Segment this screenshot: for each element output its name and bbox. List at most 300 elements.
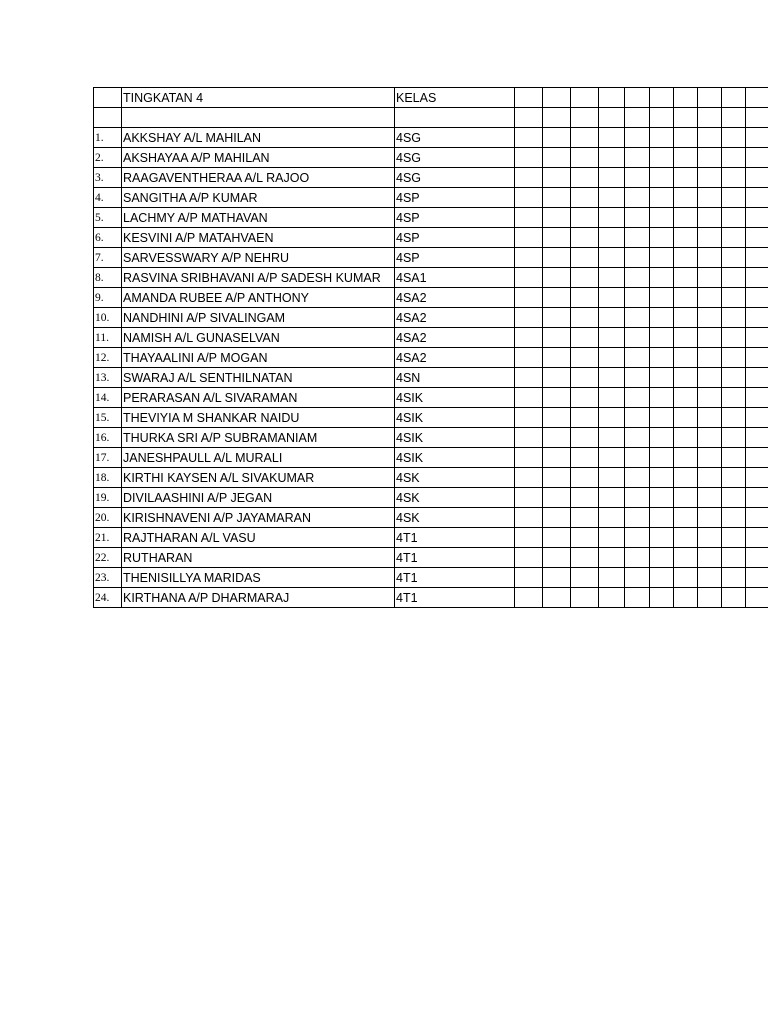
blank-grid-cell: [625, 148, 650, 168]
blank-grid-cell: [571, 168, 599, 188]
blank-grid-cell: [746, 468, 768, 488]
blank-grid-cell: [625, 328, 650, 348]
student-number: 18.: [94, 468, 122, 488]
blank-grid-cell: [674, 528, 698, 548]
blank-grid-cell: [599, 128, 625, 148]
blank-grid-cell: [571, 448, 599, 468]
blank-grid-cell: [599, 408, 625, 428]
table-row: [94, 168, 768, 188]
student-name: PERARASAN A/L SIVARAMAN: [122, 388, 395, 408]
blank-grid-cell: [599, 288, 625, 308]
blank-grid-cell: [625, 488, 650, 508]
blank-grid-cell: [599, 448, 625, 468]
student-class: 4SP: [395, 248, 515, 268]
header-row: [94, 88, 768, 108]
student-class: 4T1: [395, 568, 515, 588]
blank-grid-cell: [515, 508, 543, 528]
student-name: KIRISHNAVENI A/P JAYAMARAN: [122, 508, 395, 528]
student-name: THAYAALINI A/P MOGAN: [122, 348, 395, 368]
blank-grid-cell: [722, 548, 746, 568]
student-number: 2.: [94, 148, 122, 168]
blank-grid-cell: [650, 488, 674, 508]
blank-grid-cell: [722, 288, 746, 308]
blank-grid-cell: [722, 268, 746, 288]
blank-grid-cell: [599, 588, 625, 608]
blank-grid-cell: [698, 108, 722, 128]
blank-grid-cell: [571, 328, 599, 348]
blank-grid-cell: [722, 468, 746, 488]
blank-grid-cell: [674, 208, 698, 228]
blank-grid-cell: [746, 368, 768, 388]
blank-grid-cell: [625, 588, 650, 608]
blank-grid-cell: [515, 568, 543, 588]
blank-grid-cell: [543, 148, 571, 168]
student-class: 4T1: [395, 528, 515, 548]
blank-grid-cell: [674, 428, 698, 448]
blank-grid-cell: [746, 488, 768, 508]
blank-grid-cell: [543, 388, 571, 408]
blank-grid-cell: [599, 528, 625, 548]
student-class: 4SA2: [395, 308, 515, 328]
table-row: [94, 328, 768, 348]
blank-grid-cell: [543, 108, 571, 128]
blank-grid-cell: [543, 528, 571, 548]
table-row: [94, 268, 768, 288]
student-class: 4SG: [395, 168, 515, 188]
blank-grid-cell: [746, 188, 768, 208]
blank-grid-cell: [650, 408, 674, 428]
blank-grid-cell: [698, 368, 722, 388]
blank-grid-cell: [674, 128, 698, 148]
blank-grid-cell: [674, 548, 698, 568]
header-number-cell: [94, 88, 122, 108]
blank-grid-cell: [674, 228, 698, 248]
student-number: 14.: [94, 388, 122, 408]
blank-grid-cell: [571, 428, 599, 448]
blank-grid-cell: [571, 488, 599, 508]
table-row: [94, 188, 768, 208]
blank-grid-cell: [746, 348, 768, 368]
blank-grid-cell: [571, 548, 599, 568]
blank-grid-cell: [650, 228, 674, 248]
blank-grid-cell: [722, 448, 746, 468]
blank-grid-cell: [571, 508, 599, 528]
blank-grid-cell: [698, 228, 722, 248]
student-number: 17.: [94, 448, 122, 468]
blank-grid-cell: [543, 308, 571, 328]
blank-grid-cell: [698, 288, 722, 308]
student-name: KIRTHANA A/P DHARMARAJ: [122, 588, 395, 608]
student-number: 10.: [94, 308, 122, 328]
blank-grid-cell: [543, 248, 571, 268]
class-column-header: KELAS: [395, 88, 515, 108]
blank-grid-cell: [599, 168, 625, 188]
blank-grid-cell: [722, 108, 746, 128]
blank-grid-cell: [515, 228, 543, 248]
blank-grid-cell: [722, 528, 746, 548]
blank-grid-cell: [515, 308, 543, 328]
blank-grid-cell: [746, 548, 768, 568]
student-name: NANDHINI A/P SIVALINGAM: [122, 308, 395, 328]
blank-grid-cell: [674, 448, 698, 468]
blank-grid-cell: [515, 488, 543, 508]
student-number: 1.: [94, 128, 122, 148]
blank-grid-cell: [746, 148, 768, 168]
blank-grid-cell: [722, 588, 746, 608]
blank-grid-cell: [698, 248, 722, 268]
blank-grid-cell: [543, 468, 571, 488]
table-row: [94, 448, 768, 468]
student-number: 20.: [94, 508, 122, 528]
student-number: 12.: [94, 348, 122, 368]
blank-grid-cell: [625, 308, 650, 328]
blank-grid-cell: [698, 468, 722, 488]
blank-grid-cell: [698, 408, 722, 428]
blank-grid-cell: [674, 388, 698, 408]
blank-grid-cell: [722, 508, 746, 528]
student-class: 4T1: [395, 588, 515, 608]
student-name: SARVESSWARY A/P NEHRU: [122, 248, 395, 268]
blank-grid-cell: [571, 248, 599, 268]
blank-grid-cell: [571, 308, 599, 328]
blank-grid-cell: [746, 248, 768, 268]
blank-row: [94, 108, 768, 128]
table-row: [94, 228, 768, 248]
student-name: LACHMY A/P MATHAVAN: [122, 208, 395, 228]
blank-grid-cell: [599, 268, 625, 288]
blank-grid-cell: [599, 208, 625, 228]
student-name: RAJTHARAN A/L VASU: [122, 528, 395, 548]
student-class: 4SK: [395, 508, 515, 528]
blank-grid-cell: [515, 348, 543, 368]
student-name: THEVIYIA M SHANKAR NAIDU: [122, 408, 395, 428]
blank-grid-cell: [515, 328, 543, 348]
blank-grid-cell: [722, 228, 746, 248]
blank-grid-cell: [746, 208, 768, 228]
blank-grid-cell: [746, 388, 768, 408]
blank-grid-cell: [625, 368, 650, 388]
blank-grid-cell: [650, 188, 674, 208]
blank-grid-cell: [650, 368, 674, 388]
blank-grid-cell: [650, 288, 674, 308]
blank-grid-cell: [543, 368, 571, 388]
blank-grid-cell: [515, 128, 543, 148]
student-number: 5.: [94, 208, 122, 228]
blank-grid-cell: [515, 88, 543, 108]
table-row: [94, 468, 768, 488]
blank-grid-cell: [698, 148, 722, 168]
blank-grid-cell: [571, 208, 599, 228]
blank-grid-cell: [571, 528, 599, 548]
blank-grid-cell: [515, 168, 543, 188]
blank-grid-cell: [650, 548, 674, 568]
student-number: 4.: [94, 188, 122, 208]
blank-grid-cell: [746, 268, 768, 288]
blank-grid-cell: [625, 348, 650, 368]
blank-grid-cell: [543, 508, 571, 528]
blank-grid-cell: [698, 588, 722, 608]
blank-grid-cell: [599, 108, 625, 128]
blank-grid-cell: [599, 188, 625, 208]
blank-grid-cell: [650, 148, 674, 168]
blank-grid-cell: [571, 128, 599, 148]
blank-grid-cell: [698, 188, 722, 208]
blank-grid-cell: [746, 88, 768, 108]
blank-grid-cell: [599, 348, 625, 368]
blank-grid-cell: [599, 228, 625, 248]
blank-grid-cell: [746, 448, 768, 468]
blank-cell: [395, 108, 515, 128]
blank-cell: [122, 108, 395, 128]
student-name: THENISILLYA MARIDAS: [122, 568, 395, 588]
blank-grid-cell: [746, 428, 768, 448]
blank-grid-cell: [543, 128, 571, 148]
blank-grid-cell: [650, 508, 674, 528]
blank-grid-cell: [571, 588, 599, 608]
blank-grid-cell: [599, 488, 625, 508]
blank-grid-cell: [698, 268, 722, 288]
table-row: [94, 128, 768, 148]
blank-grid-cell: [674, 268, 698, 288]
blank-grid-cell: [674, 488, 698, 508]
blank-grid-cell: [674, 408, 698, 428]
blank-grid-cell: [674, 288, 698, 308]
blank-grid-cell: [625, 428, 650, 448]
blank-grid-cell: [515, 288, 543, 308]
blank-grid-cell: [650, 168, 674, 188]
blank-grid-cell: [722, 188, 746, 208]
blank-grid-cell: [674, 588, 698, 608]
blank-grid-cell: [698, 448, 722, 468]
blank-grid-cell: [698, 128, 722, 148]
blank-grid-cell: [515, 588, 543, 608]
blank-grid-cell: [698, 528, 722, 548]
blank-grid-cell: [746, 108, 768, 128]
blank-grid-cell: [543, 188, 571, 208]
blank-grid-cell: [515, 208, 543, 228]
blank-grid-cell: [571, 288, 599, 308]
blank-grid-cell: [650, 468, 674, 488]
blank-grid-cell: [625, 408, 650, 428]
blank-grid-cell: [515, 148, 543, 168]
table-row: [94, 428, 768, 448]
blank-grid-cell: [746, 508, 768, 528]
blank-grid-cell: [543, 168, 571, 188]
blank-grid-cell: [625, 228, 650, 248]
student-number: 7.: [94, 248, 122, 268]
table-row: [94, 528, 768, 548]
blank-grid-cell: [746, 308, 768, 328]
blank-grid-cell: [698, 388, 722, 408]
table-row: [94, 288, 768, 308]
blank-grid-cell: [674, 188, 698, 208]
blank-grid-cell: [515, 448, 543, 468]
blank-grid-cell: [722, 408, 746, 428]
blank-grid-cell: [746, 328, 768, 348]
blank-grid-cell: [599, 428, 625, 448]
blank-cell: [94, 108, 122, 128]
blank-grid-cell: [650, 428, 674, 448]
blank-grid-cell: [722, 388, 746, 408]
blank-grid-cell: [599, 548, 625, 568]
blank-grid-cell: [722, 308, 746, 328]
blank-grid-cell: [674, 368, 698, 388]
blank-grid-cell: [515, 428, 543, 448]
student-number: 6.: [94, 228, 122, 248]
blank-grid-cell: [625, 548, 650, 568]
student-number: 21.: [94, 528, 122, 548]
blank-grid-cell: [625, 188, 650, 208]
table-row: [94, 588, 768, 608]
blank-grid-cell: [515, 388, 543, 408]
blank-grid-cell: [571, 568, 599, 588]
blank-grid-cell: [650, 528, 674, 548]
blank-grid-cell: [722, 488, 746, 508]
blank-grid-cell: [625, 288, 650, 308]
blank-grid-cell: [625, 248, 650, 268]
blank-grid-cell: [650, 88, 674, 108]
student-name: RASVINA SRIBHAVANI A/P SADESH KUMAR: [122, 268, 395, 288]
blank-grid-cell: [625, 128, 650, 148]
student-name: KESVINI A/P MATAHVAEN: [122, 228, 395, 248]
blank-grid-cell: [571, 388, 599, 408]
blank-grid-cell: [543, 548, 571, 568]
blank-grid-cell: [674, 108, 698, 128]
blank-grid-cell: [571, 188, 599, 208]
student-roster-table: [93, 87, 768, 608]
blank-grid-cell: [515, 368, 543, 388]
student-class: 4SA1: [395, 268, 515, 288]
blank-grid-cell: [543, 448, 571, 468]
blank-grid-cell: [571, 368, 599, 388]
blank-grid-cell: [698, 88, 722, 108]
table-row: [94, 248, 768, 268]
blank-grid-cell: [599, 508, 625, 528]
blank-grid-cell: [543, 588, 571, 608]
student-name: AKKSHAY A/L MAHILAN: [122, 128, 395, 148]
blank-grid-cell: [722, 568, 746, 588]
student-number: 11.: [94, 328, 122, 348]
student-name: RUTHARAN: [122, 548, 395, 568]
blank-grid-cell: [650, 108, 674, 128]
student-name: NAMISH A/L GUNASELVAN: [122, 328, 395, 348]
blank-grid-cell: [698, 308, 722, 328]
student-number: 9.: [94, 288, 122, 308]
blank-grid-cell: [650, 268, 674, 288]
blank-grid-cell: [571, 408, 599, 428]
student-name: DIVILAASHINI A/P JEGAN: [122, 488, 395, 508]
student-name: KIRTHI KAYSEN A/L SIVAKUMAR: [122, 468, 395, 488]
blank-grid-cell: [746, 288, 768, 308]
blank-grid-cell: [571, 148, 599, 168]
blank-grid-cell: [515, 248, 543, 268]
blank-grid-cell: [746, 128, 768, 148]
blank-grid-cell: [571, 228, 599, 248]
student-number: 23.: [94, 568, 122, 588]
blank-grid-cell: [722, 368, 746, 388]
blank-grid-cell: [543, 348, 571, 368]
blank-grid-cell: [674, 568, 698, 588]
student-class: 4SP: [395, 208, 515, 228]
table-row: [94, 508, 768, 528]
student-class: 4SP: [395, 188, 515, 208]
blank-grid-cell: [698, 348, 722, 368]
blank-grid-cell: [515, 188, 543, 208]
student-number: 16.: [94, 428, 122, 448]
blank-grid-cell: [599, 88, 625, 108]
blank-grid-cell: [625, 108, 650, 128]
student-name: AMANDA RUBEE A/P ANTHONY: [122, 288, 395, 308]
blank-grid-cell: [543, 228, 571, 248]
blank-grid-cell: [650, 328, 674, 348]
blank-grid-cell: [571, 88, 599, 108]
blank-grid-cell: [543, 88, 571, 108]
blank-grid-cell: [543, 268, 571, 288]
student-class: 4SIK: [395, 448, 515, 468]
student-number: 22.: [94, 548, 122, 568]
student-name: SANGITHA A/P KUMAR: [122, 188, 395, 208]
blank-grid-cell: [650, 248, 674, 268]
blank-grid-cell: [599, 328, 625, 348]
blank-grid-cell: [722, 348, 746, 368]
blank-grid-cell: [543, 328, 571, 348]
blank-grid-cell: [625, 88, 650, 108]
blank-grid-cell: [674, 348, 698, 368]
student-class: 4SP: [395, 228, 515, 248]
blank-grid-cell: [625, 508, 650, 528]
blank-grid-cell: [650, 308, 674, 328]
blank-grid-cell: [599, 388, 625, 408]
student-name: RAAGAVENTHERAA A/L RAJOO: [122, 168, 395, 188]
blank-grid-cell: [674, 168, 698, 188]
blank-grid-cell: [650, 448, 674, 468]
blank-grid-cell: [746, 568, 768, 588]
blank-grid-cell: [746, 408, 768, 428]
blank-grid-cell: [674, 248, 698, 268]
blank-grid-cell: [674, 88, 698, 108]
student-class: 4T1: [395, 548, 515, 568]
blank-grid-cell: [698, 428, 722, 448]
blank-grid-cell: [599, 468, 625, 488]
blank-grid-cell: [722, 148, 746, 168]
blank-grid-cell: [746, 228, 768, 248]
blank-grid-cell: [515, 468, 543, 488]
student-name: THURKA SRI A/P SUBRAMANIAM: [122, 428, 395, 448]
blank-grid-cell: [543, 208, 571, 228]
student-class: 4SG: [395, 148, 515, 168]
blank-grid-cell: [625, 168, 650, 188]
blank-grid-cell: [650, 388, 674, 408]
table-row: [94, 308, 768, 328]
student-number: 8.: [94, 268, 122, 288]
blank-grid-cell: [674, 328, 698, 348]
blank-grid-cell: [650, 568, 674, 588]
table-row: [94, 568, 768, 588]
blank-grid-cell: [722, 128, 746, 148]
student-number: 24.: [94, 588, 122, 608]
student-class: 4SA2: [395, 328, 515, 348]
blank-grid-cell: [650, 348, 674, 368]
blank-grid-cell: [543, 568, 571, 588]
blank-grid-cell: [698, 548, 722, 568]
blank-grid-cell: [625, 448, 650, 468]
blank-grid-cell: [515, 268, 543, 288]
blank-grid-cell: [625, 568, 650, 588]
student-name: AKSHAYAA A/P MAHILAN: [122, 148, 395, 168]
blank-grid-cell: [650, 128, 674, 148]
blank-grid-cell: [746, 588, 768, 608]
blank-grid-cell: [625, 468, 650, 488]
